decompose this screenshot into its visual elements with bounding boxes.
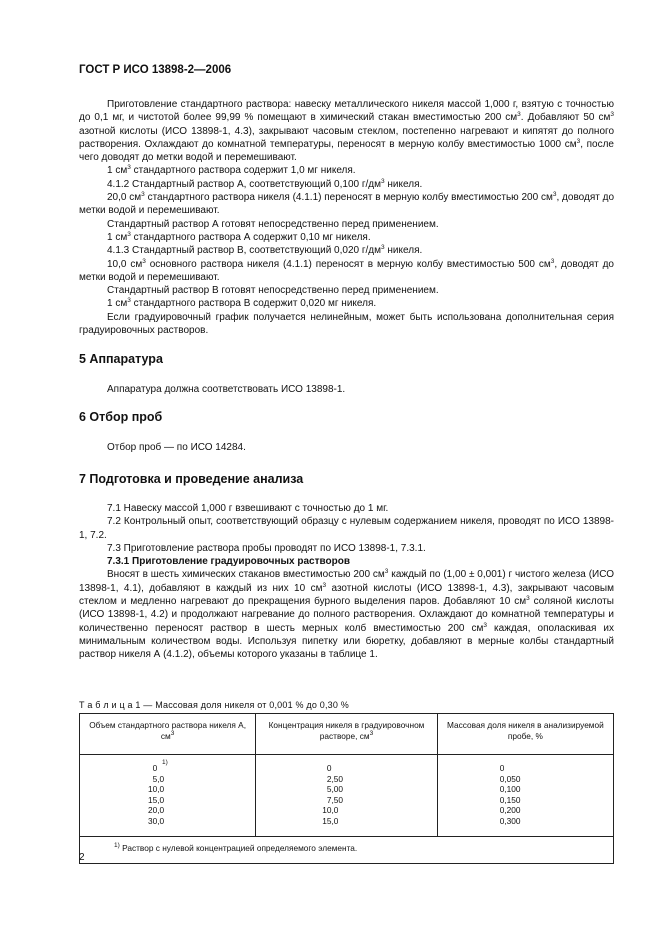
table-footnote-row: [80, 836, 614, 863]
paragraph: 4.1.2 Стандартный раствор А, соответствующий 0,100 $г/дм^3$ никеля.: [107, 177, 423, 190]
section-5-text: [79, 383, 614, 396]
paragraph: Если градуировочный график получается нелинейным, может быть использована дополнительная серия градуировочных растворов.: [79, 311, 614, 337]
paragraph: 7.2 Контрольный опыт, соответствующий образцу с нулевым содержанием никеля, проводят по ИСО 13898-1, 7.2.: [79, 516, 614, 541]
table-1: [79, 713, 614, 864]
table-header-cell: Массовая доля никеля в анализируемой пробе, %: [437, 714, 613, 755]
table-cell: 0 5,0 10,0 15,0 20,0 30,0 1): [80, 755, 256, 837]
table-header-cell: Объем стандартного раствора никеля А, $см^3$: [80, 714, 256, 755]
paragraph: Отбор проб — по ИСО 14284.: [107, 442, 246, 453]
paragraph: Вносят в шесть химических стаканов вместимостью 200 $см^3$ каждый по (1,00 ± 0,001) г чистого железа (ИСО 13898-1, 4.1), добавляют в каждый из них 10 $см^3$ азотной кислоты (ИСО 13898-1, 4.3), закрывают часовым стеклом и медленно нагревают до прекращения бурного выделения паров. Добавляют 10 $см^3$ соляной кислоты (ИСО 13898-1, 4.2) и продолжают нагревание до полного растворения. Охлаждают до комнатной температуры и количественно переносят раствор в шесть мерных колб вместимостью 200 $см^3$ каждая, ополаскивая их минимальным количеством воды. Используя пипетку или бюретку, добавляют в мерные колбы стандартный раствор никеля А (4.1.2), объемы которого указаны в таблице 1.: [79, 568, 614, 661]
paragraph: 1 $см^3$ стандартного раствора содержит 1,0 мг никеля.: [107, 164, 356, 177]
page-number: 2: [79, 852, 85, 863]
section-5-title: 5 Аппаратура: [79, 352, 163, 366]
table-cell: 0 2,50 5,00 7,50 10,0 15,0: [256, 755, 438, 837]
paragraph: Аппаратура должна соответствовать ИСО 13898-1.: [107, 384, 346, 395]
table-footnote: $^{1)}$ Раствор с нулевой концентрацией определяемого элемента.: [80, 836, 614, 863]
section-7-title: 7 Подготовка и проведение анализа: [79, 472, 304, 486]
table-data-row: [80, 755, 614, 837]
section-7-body: [79, 502, 614, 662]
paragraph: Стандартный раствор А готовят непосредственно перед применением.: [107, 218, 439, 230]
table-header-cell: Концентрация никеля в градуировочном растворе, $см^3$: [256, 714, 438, 755]
table-caption: Т а б л и ц а 1 — Массовая доля никеля от 0,001 % до 0,30 %: [79, 700, 349, 710]
section-6-text: [79, 441, 614, 454]
paragraph: Приготовление стандартного раствора: навеску металлического никеля массой 1,000 г, взятую с точностью до 0,1 мг, и чистотой более 99,99 % помещают в химический стакан вместимостью 200 $см^3$. Добавляют 50 $см^3$ азотной кислоты (ИСО 13898-1, 4.3), закрывают часовым стеклом, постепенно нагревают и кипятят до полного растворения. Охлаждают до комнатной температуры, переносят в мерную колбу вместимостью 1000 $см^3$, после чего доводят до метки водой и перемешивают.: [79, 99, 615, 164]
document-header: ГОСТ Р ИСО 13898-2—2006: [79, 64, 232, 76]
section-6-title: 6 Отбор проб: [79, 410, 163, 424]
table-cell: 0 0,050 0,100 0,150 0,200 0,300: [437, 755, 613, 837]
paragraph: 1 $см^3$ стандартного раствора А содержит 0,10 мг никеля.: [107, 230, 371, 243]
paragraph: 4.1.3 Стандартный раствор В, соответствующий 0,020 $г/дм^3$ никеля.: [107, 244, 423, 257]
paragraph: 10,0 $см^3$ основного раствора никеля (4.1.1) переносят в мерную колбу вместимостью 500 $см^3$, доводят до метки водой и перемешивают.: [79, 257, 614, 283]
paragraph: 1 $см^3$ стандартного раствора В содержит 0,020 мг никеля.: [107, 297, 377, 310]
subsection-title: 7.3.1 Приготовление градуировочных растворов: [107, 556, 351, 568]
paragraph: Стандартный раствор В готовят непосредственно перед применением.: [107, 285, 439, 297]
paragraph: 7.1 Навеску массой 1,000 г взвешивают с точностью до 1 мг.: [107, 503, 389, 514]
section-4-body: [79, 98, 614, 337]
table-header-row: [80, 714, 614, 755]
paragraph: 20,0 $см^3$ стандартного раствора никеля (4.1.1) переносят в мерную колбу вместимостью 200 $см^3$, доводят до метки водой и перемешивают.: [79, 191, 615, 217]
paragraph: 7.3 Приготовление раствора пробы проводят по ИСО 13898-1, 7.3.1.: [107, 542, 426, 554]
